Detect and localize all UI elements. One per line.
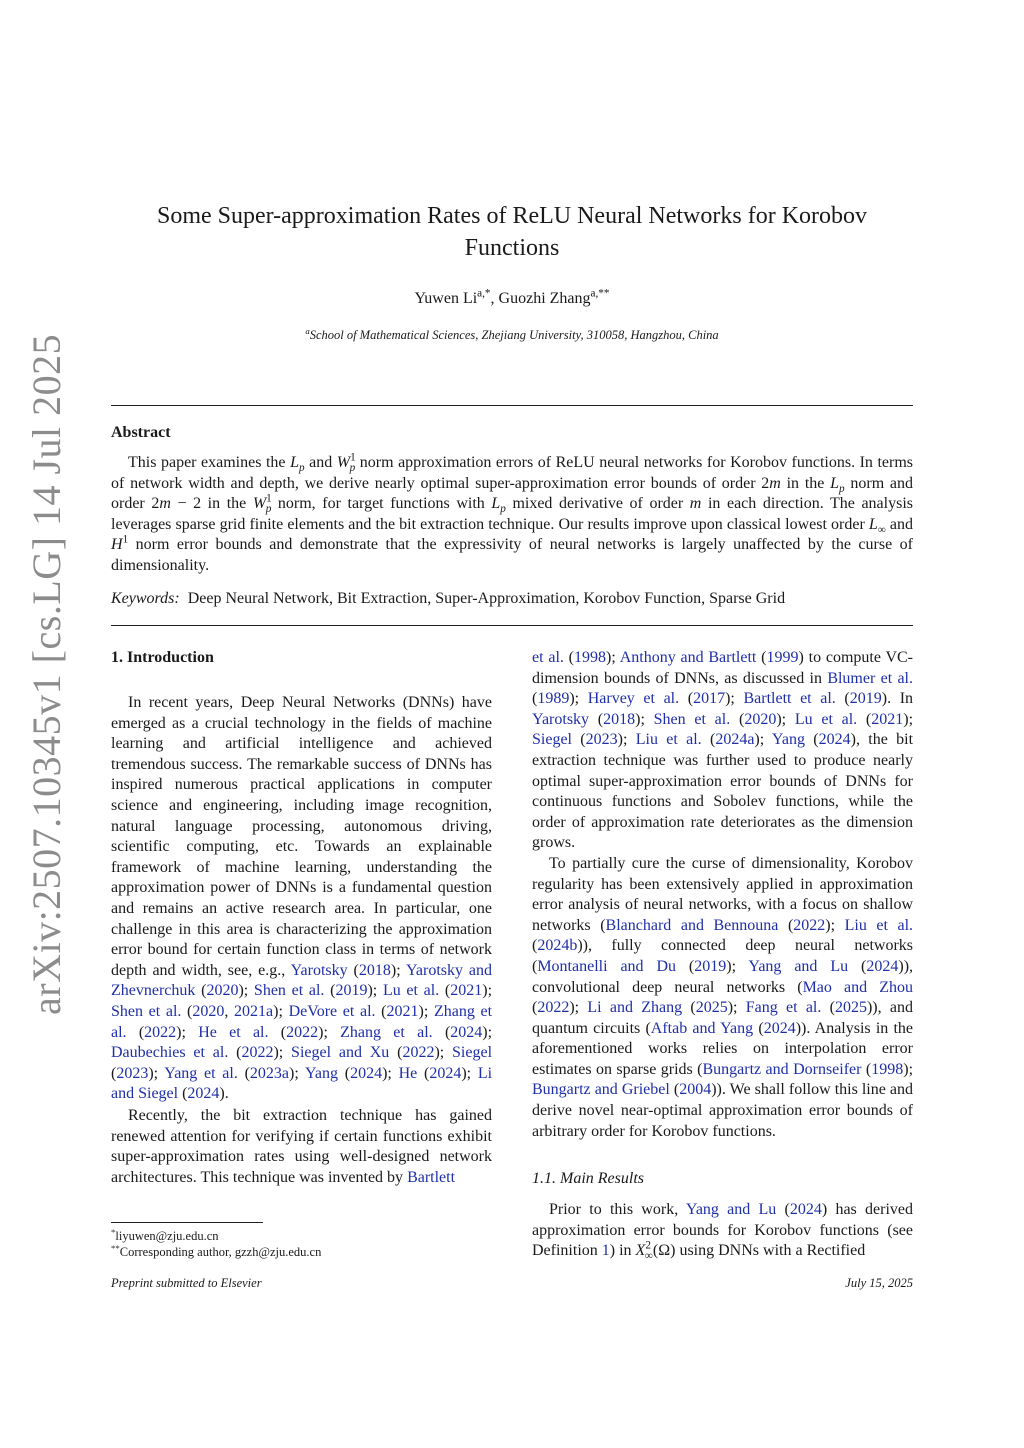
paper-title: Some Super-approximation Rates of ReLU Neural Networks for Korobov Functions [156, 203, 868, 261]
intro-paragraph-2-continued: et al. (1998); Anthony and Bartlett (1999) to compute VC-dimension bounds of DNNs, as discussed in Blumer et al. (1989); Harvey et al. (2017); Bartlett et al. (2019). In Yarotsky (2018); Shen et al. (2020); Lu et al. (2021); Siegel (2023); Liu et al. (2024a); Yang (2024), the bit extraction technique was further used to produce nearly optimal super-approximation error bounds of DNNs for continuous functions and Sobolev functions, while the order of approximation rate deteriorates as the dimension grows. To partially cure the curse of dimensionality, Korobov regularity has been extensively applied in approximation error analysis of neural networks, with a focus on shallow networks (Blanchard and Bennouna (2022); Liu et al. (2024b)), fully connected deep neural networks (Montanelli and Du (2019); Yang and Lu (2024)), convolutional deep neural networks (Mao and Zhou (2022); Li and Zhang (2025); Fang et al. (2025)), and quantum circuits (Aftab and Yang (2024)). Analysis in the aforementioned works relies on interpolation error estimates on sparse grids (Bungartz and Dornseifer (1998); Bungartz and Griebel (2004)). We shall follow this line and derive novel near-optimal approximation error bounds of arbitrary order for Korobov functions. [532, 649, 914, 1140]
top-divider [111, 405, 913, 406]
abstract-heading: Abstract [111, 424, 171, 441]
arxiv-identifier: arXiv:2507.10345v1 [cs.LG] 14 Jul 2025 [24, 333, 69, 1015]
author-1: Yuwen Li [414, 290, 478, 307]
intro-paragraph-2: Recently, the bit extraction technique has gained renewed attention for verifying if certain functions exhibit super-approximation rates using well-designed network architectures. This technique was invented by Bartlett [111, 1107, 492, 1186]
footer-submission: Preprint submitted to Elsevier [111, 1276, 262, 1290]
bottom-divider [111, 625, 913, 626]
intro-paragraph-1: In recent years, Deep Neural Networks (DNNs) have emerged as a crucial technology in the fields of machine learning and artificial intelligence and achieved tremendous success. The remarkable success of DNNs has inspired numerous practical applications in computer science and engineering, including image recognition, natural language processing, autonomous driving, scientific computing, etc. Towards an explainable framework of machine learning, understanding the approximation power of DNNs is a fundamental question and remains an active research area. In particular, one challenge in this area is characterizing the approximation error bound for certain function class in terms of network depth and width, see, e.g., Yarotsky (2018); Yarotsky and Zhevnerchuk (2020); Shen et al. (2019); Lu et al. (2021); Shen et al. (2020, 2021a); DeVore et al. (2021); Zhang et al. (2022); He et al. (2022); Zhang et al. (2024); Daubechies et al. (2022); Siegel and Xu (2022); Siegel (2023); Yang et al. (2023a); Yang (2024); He (2024); Li and Siegel (2024). [111, 694, 493, 1103]
main-results-paragraph: Prior to this work, Yang and Lu (2024) has derived approximation error bounds for Korobov functions (see Definition 1) in $X^2_\infty(\Omega)$ using DNNs with a Rectified [532, 1201, 914, 1263]
footnote-2: **Corresponding author, gzzh@zju.edu.cn [111, 1242, 322, 1259]
footnote-1: *liyuwen@zju.edu.cn [111, 1226, 219, 1243]
author-list: Yuwen $Li^{a,*}$, Guozhi Zhang$^{a,**}$ [414, 287, 610, 307]
affiliation: $^a$School of Mathematical Sciences, Zhejiang University, 310058, Hangzhou, China [305, 325, 719, 342]
author-2: Guozhi Zhang [498, 290, 591, 307]
citation-link[interactable]: Yarotsky [290, 961, 348, 979]
author-2-mark: a,** [590, 287, 610, 300]
keywords-label: Keywords: [111, 590, 180, 607]
section-heading: 1. Introduction [111, 649, 214, 666]
subsection-heading: 1.1. Main Results [532, 1170, 644, 1187]
footnote-divider [111, 1222, 263, 1223]
footer-date: July 15, 2025 [845, 1276, 913, 1290]
abstract-body: This paper examines the $L_p$ and $W^1_p$ norm approximation errors of ReLU neural networks for Korobov functions. In terms of network width and depth, we derive nearly optimal super-approximation error bounds of order 2m in the $L_p$ norm and order 2m − 2 in the $W^1_p$ norm, for target functions with $L_p$ mixed derivative of order m in each direction. The analysis leverages sparse grid finite elements and the bit extraction technique. Our results improve upon classical lowest order $L_\infty$ and $H^1$ norm error bounds and demonstrate that the expressivity of neural networks is largely unaffected by the curse of dimensionality. [111, 451, 914, 574]
keywords-text: Deep Neural Network, Bit Extraction, Super-Approximation, Korobov Function, Sparse Grid [187, 590, 786, 607]
author-1-mark: a,* [477, 287, 491, 300]
keywords [111, 590, 913, 608]
